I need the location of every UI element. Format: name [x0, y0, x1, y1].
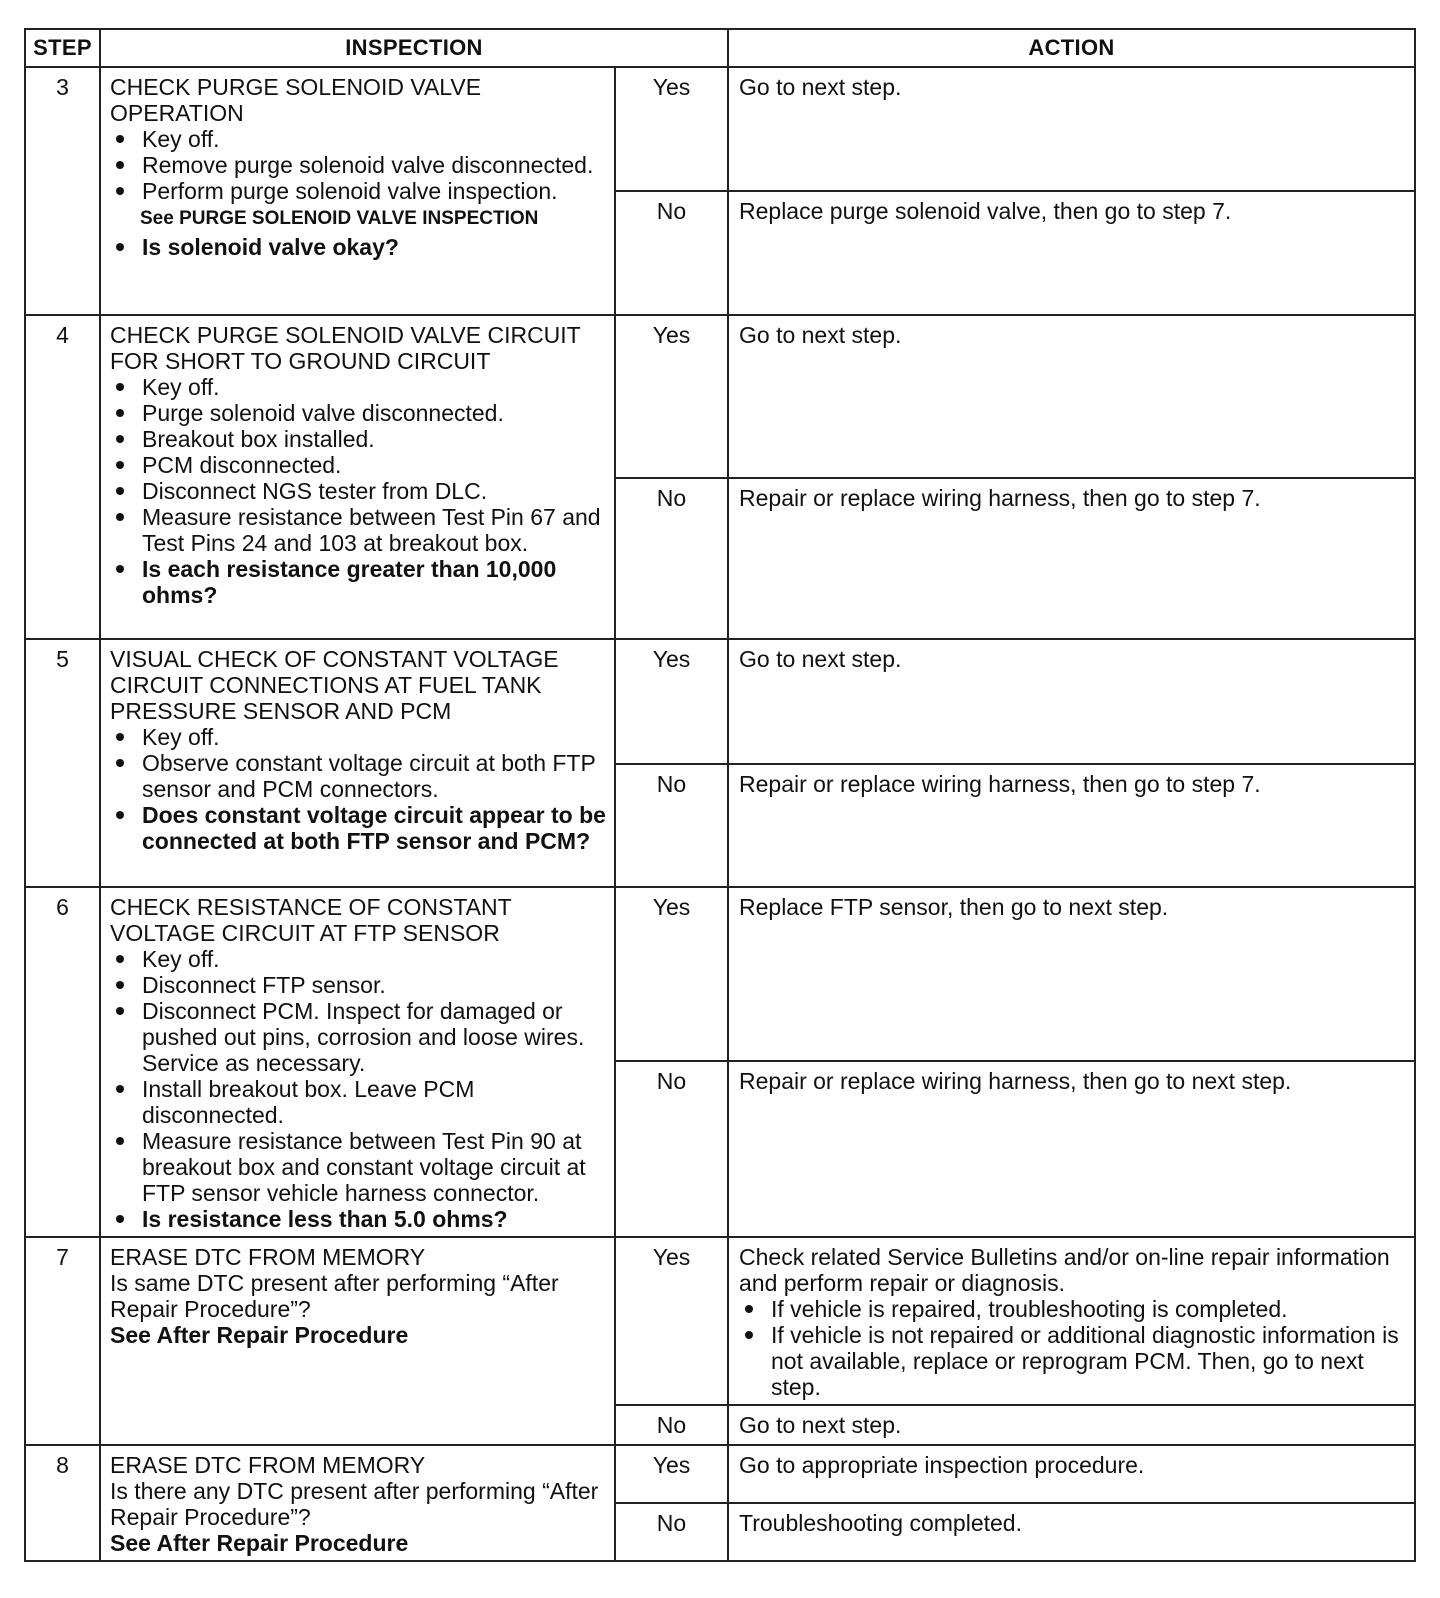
question-item: Is solenoid valve okay?: [110, 234, 606, 260]
yes-action: Go to next step.: [728, 67, 1415, 191]
see-reference: See PURGE SOLENOID VALVE INSPECTION: [140, 208, 539, 229]
inspection-title: CHECK PURGE SOLENOID VALVE OPERATION: [110, 74, 482, 126]
table-row: [25, 887, 1415, 1061]
header-inspection: INSPECTION: [100, 29, 728, 67]
bullet-item: PCM disconnected.: [110, 452, 606, 478]
table-row: [25, 1237, 1415, 1405]
inspection-title: ERASE DTC FROM MEMORY: [110, 1452, 426, 1478]
no-label: No: [615, 478, 728, 639]
no-label: No: [615, 1503, 728, 1561]
bullet-item: If vehicle is repaired, troubleshooting is completed.: [739, 1296, 1406, 1322]
inspection-title: VISUAL CHECK OF CONSTANT VOLTAGE CIRCUIT CONNECTIONS AT FUEL TANK PRESSURE SENSOR AND PCM: [110, 646, 559, 724]
see-reference: See After Repair Procedure: [110, 1530, 409, 1556]
yes-action: Go to appropriate inspection procedure.: [728, 1445, 1415, 1503]
inspection-question: Is same DTC present after performing “After Repair Procedure”?: [110, 1270, 559, 1322]
yes-label: Yes: [615, 1237, 728, 1405]
no-action: Go to next step.: [728, 1405, 1415, 1445]
no-action: Repair or replace wiring harness, then go to next step.: [728, 1061, 1415, 1237]
header-row: [25, 29, 1415, 67]
question-list: [110, 234, 606, 260]
no-label: No: [615, 1405, 728, 1445]
inspection-cell: [100, 315, 615, 639]
inspection-bullets: [110, 724, 606, 854]
inspection-title: ERASE DTC FROM MEMORY: [110, 1244, 426, 1270]
yes-action: Go to next step.: [728, 315, 1415, 478]
inspection-bullets: [110, 126, 606, 204]
step-number: 3: [25, 67, 100, 315]
no-label: No: [615, 191, 728, 315]
inspection-cell: [100, 1237, 615, 1445]
step-number: 8: [25, 1445, 100, 1561]
header-step: STEP: [25, 29, 100, 67]
bullet-item: If vehicle is not repaired or additional diagnostic information is not available, replace or reprogram PCM. Then, go to next step.: [739, 1322, 1406, 1400]
inspection-cell: [100, 639, 615, 887]
table-row: [25, 1445, 1415, 1503]
no-action: Repair or replace wiring harness, then go to step 7.: [728, 764, 1415, 887]
bullet-item: Perform purge solenoid valve inspection.: [110, 178, 606, 204]
inspection-cell: [100, 887, 615, 1237]
no-label: No: [615, 1061, 728, 1237]
bullet-item: Key off.: [110, 724, 606, 750]
question-item: Is each resistance greater than 10,000 ohms?: [110, 556, 606, 608]
yes-label: Yes: [615, 315, 728, 478]
question-item: Is resistance less than 5.0 ohms?: [110, 1206, 606, 1232]
inspection-bullets: [110, 374, 606, 608]
no-action: Repair or replace wiring harness, then go to step 7.: [728, 478, 1415, 639]
yes-action-cell: [728, 1237, 1415, 1405]
bullet-item: Key off.: [110, 946, 606, 972]
inspection-title: CHECK PURGE SOLENOID VALVE CIRCUIT FOR SHORT TO GROUND CIRCUIT: [110, 322, 581, 374]
inspection-title: CHECK RESISTANCE OF CONSTANT VOLTAGE CIRCUIT AT FTP SENSOR: [110, 894, 512, 946]
yes-action: Replace FTP sensor, then go to next step.: [728, 887, 1415, 1061]
question-item: Does constant voltage circuit appear to be connected at both FTP sensor and PCM?: [110, 802, 606, 854]
yes-action: Go to next step.: [728, 639, 1415, 764]
no-action: Troubleshooting completed.: [728, 1503, 1415, 1561]
header-action: ACTION: [728, 29, 1415, 67]
yes-label: Yes: [615, 887, 728, 1061]
bullet-item: Disconnect PCM. Inspect for damaged or pushed out pins, corrosion and loose wires. Service as necessary.: [110, 998, 606, 1076]
diagnostic-table: [24, 28, 1416, 1562]
table-row: [25, 67, 1415, 191]
inspection-cell: [100, 1445, 615, 1561]
inspection-cell: [100, 67, 615, 315]
inspection-bullets: [110, 946, 606, 1232]
no-action: Replace purge solenoid valve, then go to step 7.: [728, 191, 1415, 315]
no-label: No: [615, 764, 728, 887]
bullet-item: Measure resistance between Test Pin 67 and Test Pins 24 and 103 at breakout box.: [110, 504, 606, 556]
see-reference: See After Repair Procedure: [110, 1322, 409, 1348]
yes-label: Yes: [615, 639, 728, 764]
step-number: 7: [25, 1237, 100, 1445]
bullet-item: Purge solenoid valve disconnected.: [110, 400, 606, 426]
bullet-item: Observe constant voltage circuit at both FTP sensor and PCM connectors.: [110, 750, 606, 802]
yes-label: Yes: [615, 1445, 728, 1503]
action-bullets: [739, 1296, 1406, 1400]
bullet-item: Key off.: [110, 126, 606, 152]
yes-label: Yes: [615, 67, 728, 191]
bullet-item: Disconnect FTP sensor.: [110, 972, 606, 998]
yes-action: Check related Service Bulletins and/or on-line repair information and perform repair or diagnosis.: [739, 1244, 1390, 1296]
step-number: 5: [25, 639, 100, 887]
bullet-item: Remove purge solenoid valve disconnected.: [110, 152, 606, 178]
bullet-item: Install breakout box. Leave PCM disconnected.: [110, 1076, 606, 1128]
step-number: 4: [25, 315, 100, 639]
bullet-item: Measure resistance between Test Pin 90 at breakout box and constant voltage circuit at FTP sensor vehicle harness connector.: [110, 1128, 606, 1206]
inspection-question: Is there any DTC present after performing “After Repair Procedure”?: [110, 1478, 599, 1530]
bullet-item: Breakout box installed.: [110, 426, 606, 452]
table-row: [25, 315, 1415, 478]
bullet-item: Disconnect NGS tester from DLC.: [110, 478, 606, 504]
step-number: 6: [25, 887, 100, 1237]
bullet-item: Key off.: [110, 374, 606, 400]
table-row: [25, 639, 1415, 764]
